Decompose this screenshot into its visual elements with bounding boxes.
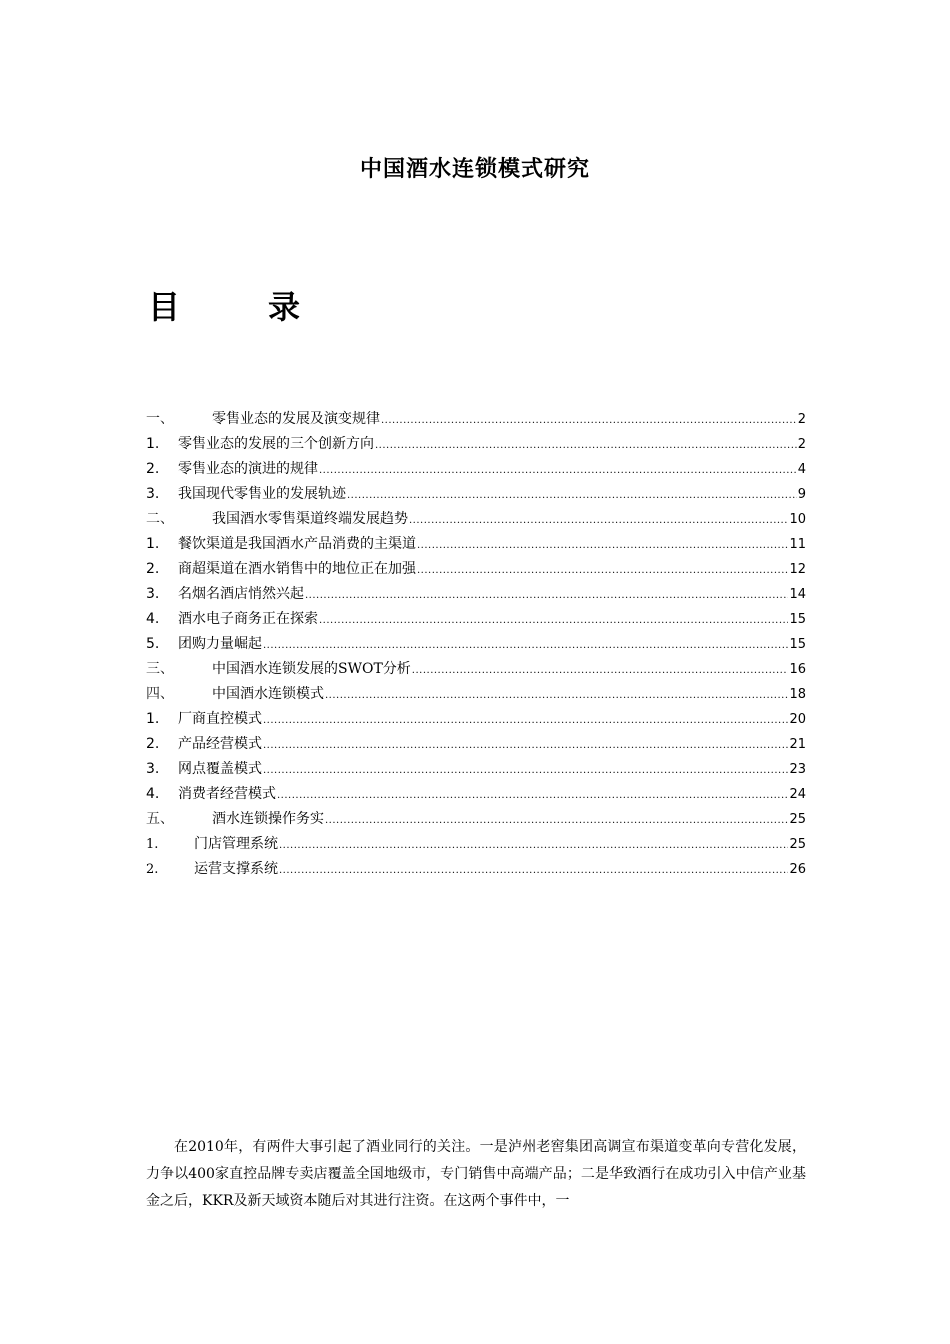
toc-entry-label: 酒水连锁操作务实 [212, 811, 324, 827]
toc-entry-page: 9 [797, 487, 806, 502]
toc-entry-number: 三、 [146, 661, 174, 677]
toc-entry-label: 零售业态的演进的规律 [178, 461, 318, 477]
toc-entry[interactable] [146, 708, 806, 733]
toc-entry-label: 商超渠道在酒水销售中的地位正在加强 [178, 561, 416, 577]
toc-entry-number: 3. [146, 586, 160, 602]
toc-entry[interactable] [146, 858, 806, 883]
toc-entry-number: 3. [146, 486, 160, 502]
toc-entry-label: 消费者经营模式 [178, 786, 276, 802]
toc-entry-number: 四、 [146, 686, 174, 702]
toc-entry-page: 20 [789, 712, 806, 727]
toc-heading [148, 282, 300, 328]
toc-entry-number: 二、 [146, 511, 174, 527]
toc-entry-label: 名烟名酒店悄然兴起 [178, 586, 304, 602]
toc-entry-page: 4 [797, 462, 806, 477]
toc-dot-leader [279, 840, 788, 851]
toc-entry-page: 12 [789, 562, 806, 577]
toc-entry-page: 10 [789, 512, 806, 527]
toc-entry-page: 24 [789, 787, 806, 802]
toc-entry-number: 2. [146, 736, 160, 752]
toc-entry[interactable] [146, 433, 806, 458]
toc-entry-page: 11 [789, 537, 806, 552]
toc-entry-label: 零售业态的发展及演变规律 [212, 411, 380, 427]
toc-entry-label: 团购力量崛起 [178, 636, 262, 652]
toc-entry-page: 14 [789, 587, 806, 602]
toc-dot-leader [325, 690, 788, 701]
toc-entry-label: 酒水电子商务正在探索 [178, 611, 318, 627]
toc-entry-page: 25 [789, 837, 806, 852]
toc-entry-label: 我国现代零售业的发展轨迹 [178, 486, 346, 502]
toc-dot-leader [412, 665, 789, 676]
toc-entry-number: 2. [146, 862, 159, 877]
toc-heading-right: 录 [268, 288, 301, 326]
toc-dot-leader [263, 765, 788, 776]
toc-dot-leader [263, 740, 788, 751]
toc-dot-leader [319, 465, 797, 476]
toc-entry-number: 4. [146, 611, 160, 627]
toc-entry-page: 2 [797, 437, 806, 452]
toc-dot-leader [279, 865, 788, 876]
toc-entry-number: 4. [146, 786, 160, 802]
toc-entry[interactable] [146, 733, 806, 758]
toc-entry-number: 1. [146, 436, 160, 452]
toc-entry-number: 5. [146, 636, 160, 652]
toc-entry[interactable] [146, 758, 806, 783]
toc-entry-page: 15 [789, 612, 806, 627]
toc-dot-leader [305, 590, 788, 601]
toc-heading-left: 目 [148, 288, 181, 326]
toc-entry-number: 1. [146, 711, 160, 727]
toc-entry[interactable] [146, 558, 806, 583]
toc-dot-leader [417, 540, 788, 551]
toc-entry-number: 一、 [146, 411, 174, 427]
toc-entry-label: 中国酒水连锁发展的SWOT分析 [212, 661, 411, 677]
table-of-contents [146, 408, 806, 883]
toc-dot-leader [277, 790, 788, 801]
toc-entry-page: 26 [789, 862, 806, 877]
toc-entry-label: 产品经营模式 [178, 736, 262, 752]
toc-entry-page: 18 [789, 687, 806, 702]
toc-entry-number: 1. [146, 536, 160, 552]
toc-dot-leader [381, 415, 797, 426]
toc-entry-label: 运营支撑系统 [194, 861, 278, 877]
toc-entry[interactable] [146, 658, 806, 683]
toc-entry[interactable] [146, 458, 806, 483]
toc-dot-leader [319, 615, 788, 626]
toc-entry[interactable] [146, 783, 806, 808]
toc-entry-label: 中国酒水连锁模式 [212, 686, 324, 702]
toc-dot-leader [417, 565, 788, 576]
toc-entry[interactable] [146, 483, 806, 508]
toc-entry-number: 2. [146, 561, 160, 577]
toc-entry-number: 1. [146, 837, 159, 852]
toc-entry-number: 2. [146, 461, 160, 477]
toc-entry[interactable] [146, 633, 806, 658]
toc-entry-number: 3. [146, 761, 160, 777]
body-paragraph: 在2010年，有两件大事引起了酒业同行的关注。一是泸州老窖集团高调宣布渠道变革向专营化发展，力争以400家直控品牌专卖店覆盖全国地级市，专门销售中高端产品；二是华致酒行在成功引入中信产业基金之后，KKR及新天域资本随后对其进行注资。在这两个事件中，一 [146, 1139, 806, 1209]
toc-entry[interactable] [146, 408, 806, 433]
toc-dot-leader [347, 490, 797, 501]
toc-entry-label: 厂商直控模式 [178, 711, 262, 727]
toc-dot-leader [409, 515, 788, 526]
toc-entry-page: 21 [789, 737, 806, 752]
toc-entry[interactable] [146, 683, 806, 708]
toc-entry-page: 23 [789, 762, 806, 777]
toc-entry-label: 我国酒水零售渠道终端发展趋势 [212, 511, 408, 527]
toc-entry-label: 零售业态的发展的三个创新方向 [178, 436, 374, 452]
toc-entry-page: 16 [789, 662, 806, 677]
toc-dot-leader [263, 640, 788, 651]
toc-entry-number: 五、 [146, 811, 174, 827]
toc-entry-page: 15 [789, 637, 806, 652]
toc-entry-label: 门店管理系统 [194, 836, 278, 852]
toc-entry-page: 25 [789, 812, 806, 827]
toc-entry-label: 餐饮渠道是我国酒水产品消费的主渠道 [178, 536, 416, 552]
toc-entry-page: 2 [797, 412, 806, 427]
toc-entry[interactable] [146, 533, 806, 558]
toc-entry[interactable] [146, 808, 806, 833]
document-title: 中国酒水连锁模式研究 [359, 157, 590, 182]
toc-dot-leader [325, 815, 788, 826]
toc-dot-leader [375, 440, 797, 451]
toc-entry[interactable] [146, 508, 806, 533]
toc-entry[interactable] [146, 583, 806, 608]
toc-entry[interactable] [146, 608, 806, 633]
toc-entry-label: 网点覆盖模式 [178, 761, 262, 777]
toc-dot-leader [263, 715, 788, 726]
toc-entry[interactable] [146, 833, 806, 858]
